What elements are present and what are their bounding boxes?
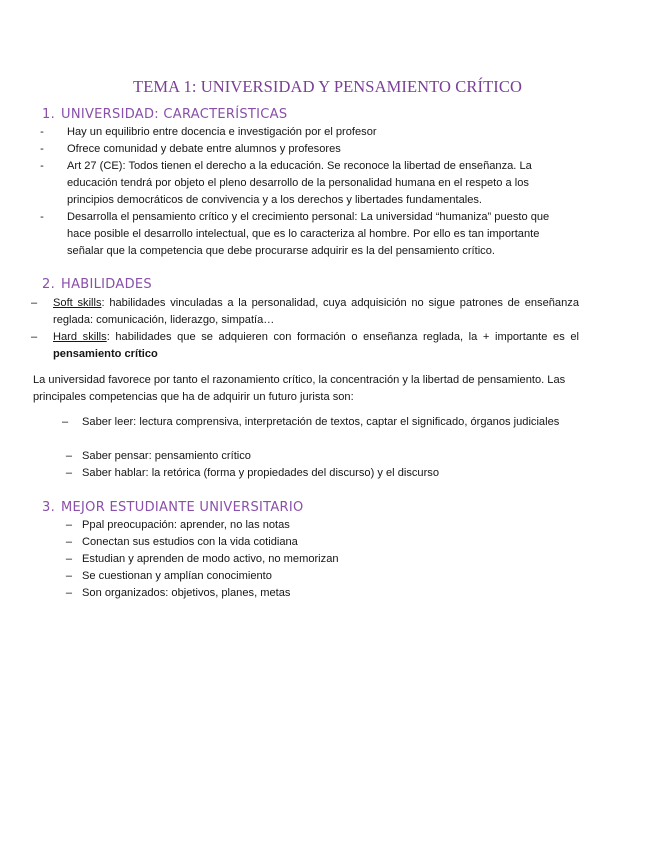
section-2-title: HABILIDADES [61, 277, 152, 292]
dash-marker: – [62, 416, 69, 428]
dash-marker: – [65, 570, 73, 582]
hard-skills-bold: pensamiento crítico [53, 348, 158, 360]
bullet-marker: - [40, 126, 44, 138]
page-title: TEMA 1: UNIVERSIDAD Y PENSAMIENTO CRÍTICO [133, 77, 522, 96]
dash-marker: – [65, 553, 73, 565]
list-item-text: Desarrolla el pensamiento crítico y el crecimiento personal: La universidad “humaniza” puesto que hace posible el desarrollo intelectual, que es lo caracteriza al hombre. Por ello es tan importante señalar que la competencia que debe procurarse adquirir es la del pensamiento crítico. [67, 211, 550, 257]
list-item-text: Hay un equilibrio entre docencia e investigación por el profesor [67, 126, 377, 138]
section-1-title: UNIVERSIDAD: CARACTERÍSTICAS [61, 107, 288, 122]
competencia-item [62, 414, 579, 431]
list-item-text: Conectan sus estudios con la vida cotidiana [82, 536, 298, 548]
bullet-marker: - [40, 211, 44, 223]
list-item [65, 534, 562, 551]
list-item-text: Estudian y aprenden de modo activo, no memorizan [82, 553, 339, 565]
soft-skills-text: : habilidades vinculadas a la personalidad, cuya adquisición no sigue patrones de enseñanza reglada: comunicación, liderazgo, simpatía… [53, 297, 579, 326]
section-3-heading [42, 500, 304, 515]
dash-marker: – [65, 536, 73, 548]
section-3-title: MEJOR ESTUDIANTE UNIVERSITARIO [61, 500, 304, 515]
hard-skills-term: Hard skills [53, 331, 107, 343]
bullet-marker: - [40, 160, 44, 172]
list-item-text: Ofrece comunidad y debate entre alumnos y profesores [67, 143, 341, 155]
section-2-number: 2. [42, 277, 56, 292]
list-item-text: Saber leer: lectura comprensiva, interpretación de textos, captar el significado, órganos judiciales [82, 416, 560, 428]
list-item-text: Art 27 (CE): Todos tienen el derecho a la educación. Se reconoce la libertad de enseñanza. La educación tendrá por objeto el pleno desarrollo de la personalidad humana en el respeto a los principios democráticos de convivencia y a los derechos y libertades fundamentales. [67, 160, 532, 206]
dash-marker: – [31, 331, 38, 343]
section-3-number: 3. [42, 500, 56, 515]
list-item-text: Se cuestionan y amplían conocimiento [82, 570, 272, 582]
list-item [40, 141, 587, 158]
list-item-text: Son organizados: objetivos, planes, metas [82, 587, 291, 599]
list-item [65, 517, 562, 534]
bullet-marker: - [40, 143, 44, 155]
dash-marker: – [65, 519, 73, 531]
dash-marker: – [65, 587, 73, 599]
soft-skills-term: Soft skills [53, 297, 102, 309]
list-item [40, 158, 567, 209]
section-1-number: 1. [42, 107, 56, 122]
list-item [65, 551, 562, 568]
list-item [40, 124, 587, 141]
competencia-item [65, 465, 579, 482]
list-item [40, 209, 567, 260]
dash-marker: – [31, 297, 38, 309]
list-item-text: Ppal preocupación: aprender, no las notas [82, 519, 290, 531]
section-2-heading [42, 277, 152, 292]
competencia-item [65, 448, 579, 465]
list-item-text: Saber pensar: pensamiento crítico [82, 450, 251, 462]
hard-skills-text: : habilidades que se adquieren con formación o enseñanza reglada, la + importante es el [106, 331, 579, 343]
soft-skills-item [31, 295, 579, 329]
hard-skills-item [31, 329, 579, 363]
section-1-heading [42, 107, 287, 122]
list-item [65, 585, 562, 602]
list-item [65, 568, 562, 585]
list-item-text: Saber hablar: la retórica (forma y propiedades del discurso) y el discurso [82, 467, 440, 479]
dash-marker: – [65, 450, 73, 462]
body-paragraph: La universidad favorece por tanto el razonamiento crítico, la concentración y la libertad de pensamiento. Las principales competencias que ha de adquirir un futuro jurista son: [33, 374, 566, 403]
dash-marker: – [65, 467, 73, 479]
